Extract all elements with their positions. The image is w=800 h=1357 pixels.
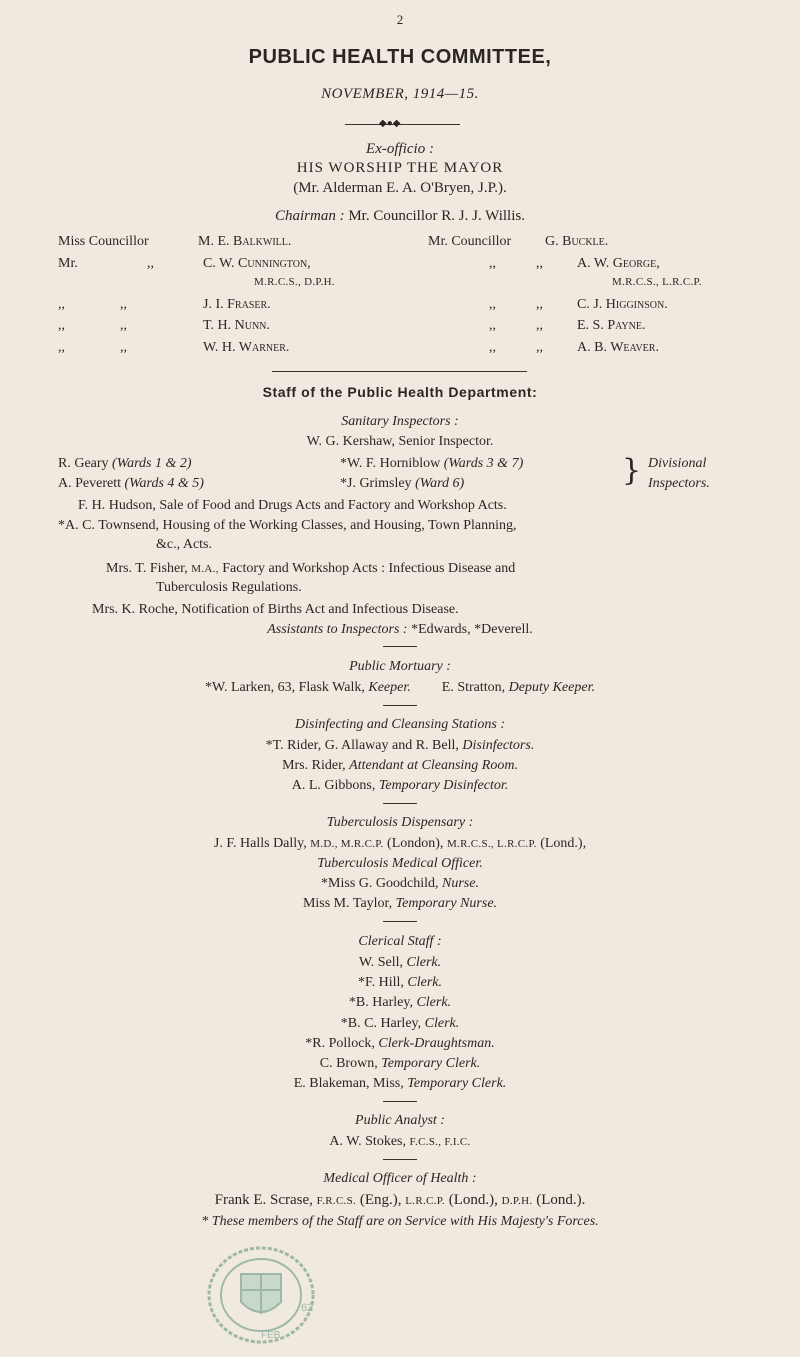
senior-inspector: W. G. Kershaw, Senior Inspector. (306, 434, 494, 449)
member-right-4-ditto: ,, (536, 340, 543, 355)
member-right-0-prefix: Mr. Councillor (428, 234, 512, 249)
moh-qual-3: D.P.H. (501, 1195, 533, 1207)
member-right-4-prefix: ,, (489, 340, 496, 355)
clerk-name: W. Sell, (358, 955, 404, 970)
inspector-horniblow (340, 456, 523, 472)
tuberculosis-line-4 (0, 896, 800, 912)
clerk-name: E. Blakeman, Miss, (293, 1076, 404, 1091)
clerk-role: Clerk. (424, 1016, 460, 1031)
clerk-row (0, 1076, 800, 1092)
member-left-0-name: M. E. Balkwill. (198, 234, 292, 249)
moh-line (0, 1192, 800, 1209)
disinfectors-role: Disinfectors. (462, 738, 535, 753)
sanitary-label: Sanitary Inspectors : (341, 414, 459, 429)
member-left-1-prefix: Mr. (58, 256, 78, 271)
attendant-name: Mrs. Rider, (282, 758, 346, 773)
member-left-4-ditto: ,, (120, 340, 127, 355)
grimsley-name: *J. Grimsley (340, 476, 412, 491)
peverett-wards: (Wards 4 & 5) (124, 476, 204, 491)
analyst-label: Public Analyst : (355, 1113, 445, 1128)
footnote: * These members of the Staff are on Service with His Majesty's Forces. (201, 1214, 599, 1229)
clerk-row (0, 955, 800, 971)
inspector-geary (58, 456, 192, 472)
stratton-name: E. Stratton, (441, 680, 506, 695)
moh-qual-2: L.R.C.P. (405, 1195, 445, 1207)
moh-qual-1: F.R.C.S. (316, 1195, 357, 1207)
clerk-name: *B. Harley, (348, 995, 413, 1010)
mayor-title: HIS WORSHIP THE MAYOR (296, 160, 504, 176)
member-right-1-quals: M.R.C.S., L.R.C.P. (612, 276, 702, 288)
moh-name: Frank E. Scrase, (214, 1192, 313, 1208)
moh-text-1: (Eng.), (359, 1192, 402, 1208)
member-right-1-name: A. W. George, (577, 256, 660, 271)
hudson-line: F. H. Hudson, Sale of Food and Drugs Acts and Factory and Workshop Acts. (78, 498, 507, 513)
committee-date: NOVEMBER, 1914—15. (321, 86, 479, 102)
member-left-3-prefix: ,, (58, 318, 65, 333)
analyst-line (0, 1134, 800, 1150)
fisher-name: Mrs. T. Fisher, (106, 561, 188, 576)
moh-text-2: (Lond.), (448, 1192, 498, 1208)
attendant-role: Attendant at Cleansing Room. (349, 758, 518, 773)
mortuary-line (0, 680, 800, 696)
moh-text-3: (Lond.). (536, 1192, 586, 1208)
roche-line: Mrs. K. Roche, Notification of Births Act and Infectious Disease. (92, 602, 459, 617)
divisional-label: Divisional (648, 456, 707, 471)
chairman-line (0, 208, 800, 225)
member-left-2-ditto: ,, (120, 297, 127, 312)
clerk-name: C. Brown, (319, 1056, 378, 1071)
member-right-2-prefix: ,, (489, 297, 496, 312)
assistants-label: Assistants to Inspectors : (267, 622, 408, 637)
member-left-0-prefix: Miss Councillor (58, 234, 149, 249)
clerk-row (0, 995, 800, 1011)
disinfecting-line-1 (0, 738, 800, 754)
member-left-1-ditto: ,, (147, 256, 154, 271)
assistants-line (0, 622, 800, 638)
clerical-label: Clerical Staff : (358, 934, 442, 949)
ornament-icon: ◆●◆ (379, 118, 401, 129)
tuberculosis-line-2: Tuberculosis Medical Officer. (317, 856, 483, 871)
geary-wards: (Wards 1 & 2) (112, 456, 192, 471)
townsend-line-1: *A. C. Townsend, Housing of the Working Classes, and Housing, Town Planning, (58, 518, 517, 533)
goodchild-role: Nurse. (442, 876, 479, 891)
stamp-number: 62 (301, 1302, 314, 1314)
disinfecting-line-3 (0, 778, 800, 794)
member-right-0-name: G. Buckle. (545, 234, 609, 249)
geary-name: R. Geary (58, 456, 109, 471)
member-left-2-prefix: ,, (58, 297, 65, 312)
section-divider (272, 371, 527, 372)
mayor-detail: (Mr. Alderman E. A. O'Bryen, J.P.). (293, 180, 507, 196)
halls-dally-quals2: M.R.C.S., L.R.C.P. (446, 838, 537, 850)
member-left-4-prefix: ,, (58, 340, 65, 355)
member-left-2-name: J. I. Fraser. (203, 297, 271, 312)
member-right-2-name: C. J. Higginson. (577, 297, 668, 312)
member-right-3-name: E. S. Payne. (577, 318, 646, 333)
member-left-1-name: C. W. Cunnington, (203, 256, 311, 271)
short-rule (383, 646, 417, 647)
member-left-4-name: W. H. Warner. (203, 340, 290, 355)
member-left-3-name: T. H. Nunn. (203, 318, 270, 333)
horniblow-name: *W. F. Horniblow (340, 456, 441, 471)
clerk-role: Temporary Clerk. (381, 1056, 481, 1071)
disinfecting-line-2 (0, 758, 800, 774)
temp-disinfector-role: Temporary Disinfector. (378, 778, 509, 793)
member-right-2-ditto: ,, (536, 297, 543, 312)
ex-officio-label: Ex-officio : (366, 141, 434, 157)
short-rule (383, 1101, 417, 1102)
taylor-name: Miss M. Taylor, (302, 896, 393, 911)
temp-disinfector-name: A. L. Gibbons, (291, 778, 376, 793)
ornament-rule (345, 124, 460, 125)
clerk-row (0, 1016, 800, 1032)
clerk-name: *R. Pollock, (305, 1036, 375, 1051)
member-right-3-prefix: ,, (489, 318, 496, 333)
fisher-line-1 (106, 561, 515, 577)
clerk-row (0, 1056, 800, 1072)
disinfecting-label: Disinfecting and Cleansing Stations : (295, 717, 505, 732)
member-right-3-ditto: ,, (536, 318, 543, 333)
taylor-role: Temporary Nurse. (395, 896, 498, 911)
halls-dally-london: (London), (387, 836, 444, 851)
clerk-row (0, 1036, 800, 1052)
stratton-role: Deputy Keeper. (508, 680, 595, 695)
disinfectors-names: *T. Rider, G. Allaway and R. Bell, (265, 738, 459, 753)
stamp-month: FEB (261, 1330, 281, 1341)
inspector-peverett (58, 476, 204, 492)
fisher-line-2: Tuberculosis Regulations. (156, 580, 302, 595)
larken-name: *W. Larken, 63, Flask Walk, (205, 680, 365, 695)
member-left-3-ditto: ,, (120, 318, 127, 333)
tuberculosis-line-1 (0, 836, 800, 852)
clerk-name: *B. C. Harley, (340, 1016, 422, 1031)
larken-role: Keeper. (368, 680, 411, 695)
brace-icon: } (622, 453, 642, 488)
short-rule (383, 1159, 417, 1160)
member-right-1-ditto: ,, (536, 256, 543, 271)
member-right-1-prefix: ,, (489, 256, 496, 271)
clerk-row (0, 975, 800, 991)
chairman-name: Mr. Councillor R. J. J. Willis. (348, 208, 525, 224)
fisher-duties: Factory and Workshop Acts : Infectious Disease and (222, 561, 516, 576)
inspector-grimsley (340, 476, 464, 492)
halls-dally-lond: (Lond.), (540, 836, 587, 851)
page-number: 2 (396, 12, 404, 27)
analyst-name: A. W. Stokes, (329, 1134, 406, 1149)
mortuary-label: Public Mortuary : (349, 659, 451, 674)
grimsley-wards: (Ward 6) (415, 476, 465, 491)
tuberculosis-label: Tuberculosis Dispensary : (326, 815, 474, 830)
clerk-role: Clerk. (407, 975, 443, 990)
clerk-name: *F. Hill, (357, 975, 404, 990)
halls-dally-quals: M.D., M.R.C.P. (310, 838, 384, 850)
analyst-quals: F.C.S., F.I.C. (409, 1136, 471, 1148)
clerk-role: Clerk-Draughtsman. (378, 1036, 495, 1051)
clerk-role: Clerk. (406, 955, 442, 970)
short-rule (383, 803, 417, 804)
chairman-label: Chairman : (275, 208, 345, 224)
fisher-degree: M.A., (191, 563, 219, 575)
member-right-4-name: A. B. Weaver. (577, 340, 659, 355)
goodchild-name: *Miss G. Goodchild, (321, 876, 439, 891)
moh-label: Medical Officer of Health : (323, 1171, 477, 1186)
member-left-1-quals: M.R.C.S., D.P.H. (254, 276, 335, 288)
assistants-names: *Edwards, *Deverell. (411, 622, 533, 637)
short-rule (383, 921, 417, 922)
clerk-role: Clerk. (416, 995, 452, 1010)
inspectors-label: Inspectors. (648, 476, 710, 491)
short-rule (383, 705, 417, 706)
townsend-line-2: &c., Acts. (156, 537, 212, 552)
peverett-name: A. Peverett (58, 476, 121, 491)
staff-heading: Staff of the Public Health Department: (262, 384, 538, 400)
tuberculosis-line-3 (0, 876, 800, 892)
library-stamp-icon (205, 1244, 317, 1346)
committee-title: PUBLIC HEALTH COMMITTEE, (248, 46, 552, 68)
halls-dally-name: J. F. Halls Dally, (213, 836, 307, 851)
clerk-role: Temporary Clerk. (407, 1076, 507, 1091)
horniblow-wards: (Wards 3 & 7) (443, 456, 524, 471)
